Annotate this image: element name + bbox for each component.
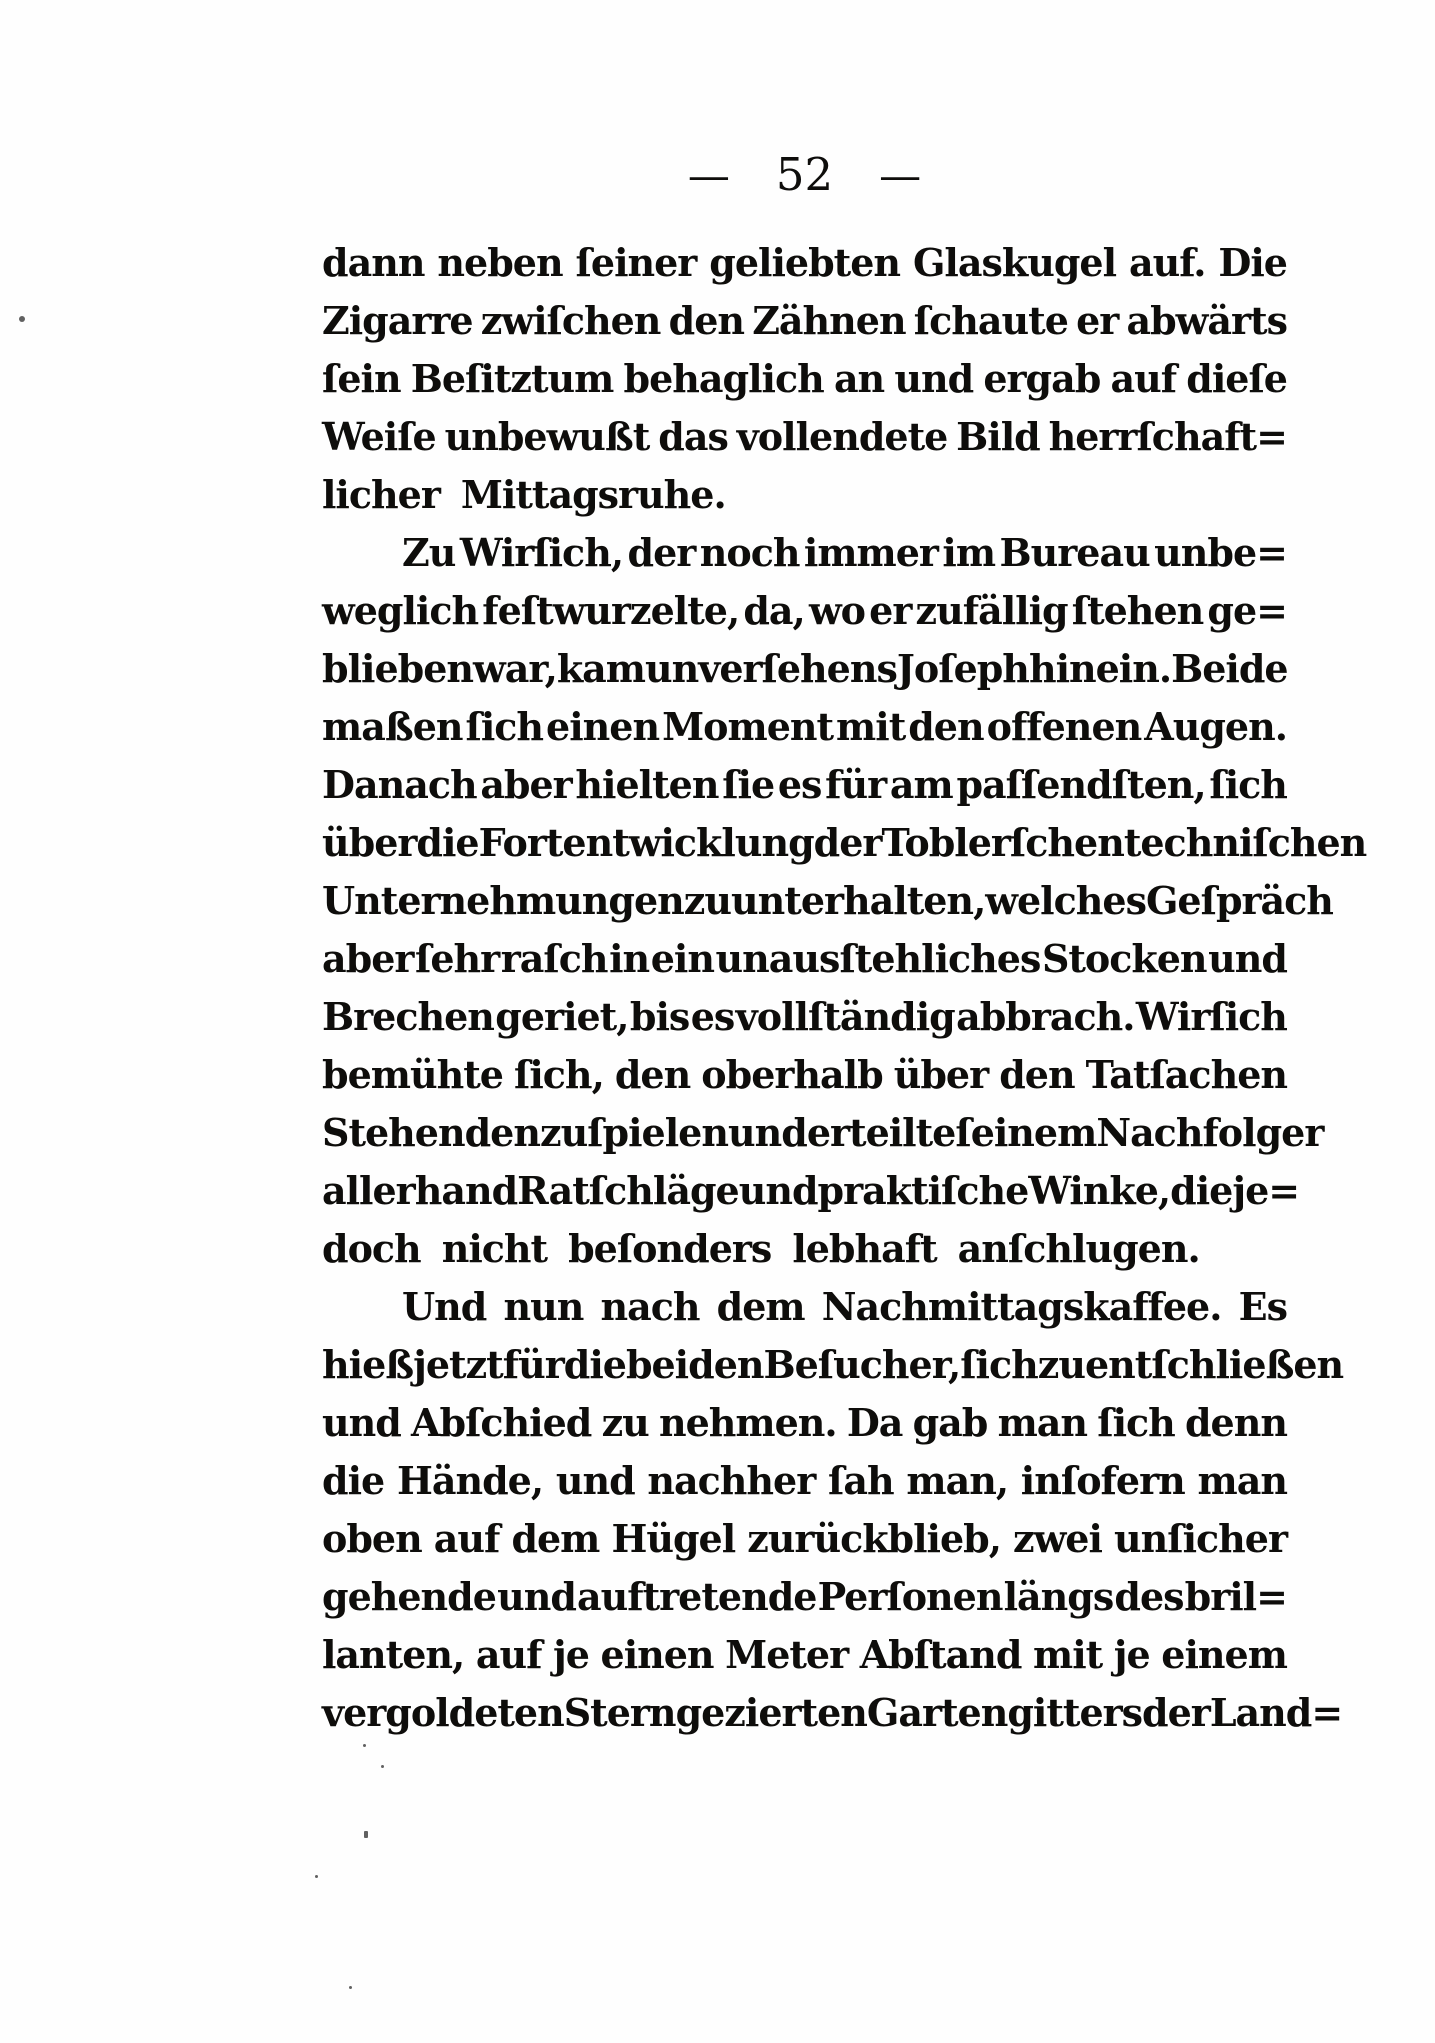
word: Fortentwicklung: [478, 820, 814, 865]
word: man: [1197, 1458, 1287, 1503]
word: mit: [1033, 1632, 1103, 1677]
word: Die: [1218, 240, 1287, 285]
word: auf.: [1128, 240, 1206, 285]
word: Mittagsruhe.: [460, 472, 726, 517]
word: der: [1142, 1690, 1210, 1735]
word: zu: [601, 1400, 649, 1445]
text-line: [322, 1104, 1324, 1162]
word: der: [627, 530, 696, 575]
word: wo: [808, 588, 865, 633]
text-line: [322, 1452, 1287, 1510]
word: Und: [402, 1284, 487, 1329]
word: abbrach.: [956, 994, 1135, 1039]
word: Nachmittagskaffee.: [821, 1284, 1222, 1329]
word: anſchlugen.: [957, 1226, 1200, 1271]
word: Joſeph: [896, 646, 1029, 691]
word: über: [322, 820, 417, 865]
text-line: [322, 1510, 1287, 1568]
word: er: [1076, 298, 1119, 343]
word: und: [727, 1110, 807, 1155]
word: auf: [1110, 356, 1177, 401]
word: am: [889, 762, 953, 807]
word: auftretende: [577, 1574, 817, 1619]
word: ſtehen: [1071, 588, 1204, 633]
word: unterhalten,: [731, 878, 986, 923]
word: ſich,: [514, 1052, 604, 1097]
word: behaglich: [623, 356, 824, 401]
word: es: [777, 762, 822, 807]
text-line: [322, 756, 1287, 814]
word: es: [690, 994, 735, 1039]
word: ſich: [1209, 762, 1287, 807]
word: feſtwurzelte,: [482, 588, 740, 633]
text-line: [322, 234, 1287, 292]
word: nach: [600, 1284, 700, 1329]
word: den: [668, 298, 744, 343]
word: kam: [556, 646, 645, 691]
word: Perſonen: [817, 1574, 1003, 1619]
word: dann: [322, 240, 425, 285]
word: ſpielen: [587, 1110, 728, 1155]
word: ge=: [1207, 588, 1287, 633]
text-line: [322, 1336, 1344, 1394]
scan-speck: [364, 1831, 368, 1838]
header-dash-right: —: [879, 151, 922, 200]
word: für: [825, 762, 887, 807]
word: gehende: [322, 1574, 496, 1619]
word: die: [416, 820, 479, 865]
word: geliebten: [709, 240, 901, 285]
word: mit: [836, 704, 906, 749]
word: man: [997, 1400, 1088, 1445]
word: des: [1114, 1574, 1184, 1619]
word: da,: [743, 588, 805, 633]
word: Geſpräch: [1145, 878, 1333, 923]
word: auf: [433, 1516, 500, 1561]
page-number: 52: [775, 148, 834, 201]
word: entſchließen: [1084, 1342, 1344, 1387]
word: Wirſich: [1135, 994, 1287, 1039]
word: Wirſich,: [459, 530, 624, 575]
word: welches: [985, 878, 1146, 923]
word: die: [1170, 1168, 1233, 1213]
word: Beſucher,: [763, 1342, 961, 1387]
word: Stocken: [1041, 936, 1207, 981]
word: hinein.: [1028, 646, 1172, 691]
word: und: [738, 1168, 818, 1213]
word: ein: [650, 936, 714, 981]
word: über: [893, 1052, 989, 1097]
word: für: [502, 1342, 564, 1387]
word: Land=: [1209, 1690, 1343, 1735]
word: abwärts: [1126, 298, 1287, 343]
word: Ratſchläge: [517, 1168, 739, 1213]
word: ſeiner: [575, 240, 697, 285]
word: einem: [1161, 1632, 1287, 1677]
text-line: [322, 698, 1287, 756]
word: oberhalb: [701, 1052, 883, 1097]
word: unbe=: [1154, 530, 1287, 575]
word: und: [1208, 936, 1287, 981]
word: weglich: [322, 588, 479, 633]
word: gab: [912, 1400, 988, 1445]
text-line: [322, 1046, 1287, 1104]
word: er: [869, 588, 912, 633]
word: dem: [716, 1284, 805, 1329]
word: noch: [699, 530, 800, 575]
word: nicht: [441, 1226, 548, 1271]
word: zwei: [1013, 1516, 1102, 1561]
word: je: [1113, 1632, 1150, 1677]
word: längs: [1003, 1574, 1114, 1619]
word: ſich: [465, 704, 544, 749]
text-line: [322, 582, 1287, 640]
word: Da: [846, 1400, 903, 1445]
word: hieß: [322, 1342, 414, 1387]
word: man,: [906, 1458, 1009, 1503]
word: oben: [322, 1516, 422, 1561]
word: je: [553, 1632, 589, 1677]
word: Gartengitters: [866, 1690, 1143, 1735]
word: herrſchaft=: [1048, 414, 1287, 459]
word: den: [908, 704, 984, 749]
word: erteilte: [806, 1110, 956, 1155]
word: ergab: [983, 356, 1101, 401]
word: denn: [1184, 1400, 1287, 1445]
word: jetzt: [413, 1342, 503, 1387]
word: Zu: [402, 530, 456, 575]
word: Zigarre: [322, 298, 473, 343]
word: einen: [600, 1632, 714, 1677]
word: hielten: [575, 762, 719, 807]
word: Glaskugel: [912, 240, 1117, 285]
text-line: [322, 1394, 1287, 1452]
word: techniſchen: [1123, 820, 1367, 865]
word: bis: [629, 994, 690, 1039]
word: neben: [437, 240, 563, 285]
word: Bild: [956, 414, 1040, 459]
word: einen: [546, 704, 660, 749]
word: vergoldeten: [322, 1690, 564, 1735]
word: Hügel: [611, 1516, 736, 1561]
text-line: [322, 1162, 1300, 1220]
scan-speck: [381, 1765, 384, 1768]
word: Hände,: [396, 1458, 544, 1503]
word: im: [942, 530, 996, 575]
word: maßen: [322, 704, 463, 749]
word: an: [833, 356, 885, 401]
text-line: [322, 814, 1367, 872]
word: und: [497, 1574, 576, 1619]
word: zu: [1037, 1342, 1085, 1387]
word: Beſitztum: [410, 356, 614, 401]
text-line: [322, 292, 1287, 350]
word: und: [555, 1458, 635, 1503]
word: bemühte: [322, 1052, 503, 1097]
word: Winke,: [1028, 1168, 1171, 1213]
word: beſonders: [568, 1226, 772, 1271]
text-line: [322, 1626, 1287, 1684]
word: Augen.: [1144, 704, 1287, 749]
word: aber: [322, 936, 414, 981]
word: ſie: [722, 762, 775, 807]
word: geriet,: [495, 994, 629, 1039]
word: und: [894, 356, 974, 401]
word: vollſtändig: [735, 994, 955, 1039]
running-head: [322, 148, 1287, 201]
word: dieſe: [1186, 356, 1287, 401]
word: auf: [475, 1632, 542, 1677]
word: die: [322, 1458, 385, 1503]
word: aber: [480, 762, 572, 807]
word: nehmen.: [658, 1400, 837, 1445]
word: Bureau: [999, 530, 1150, 575]
scan-speck: [315, 1875, 318, 1878]
word: licher: [322, 472, 440, 517]
text-line: [322, 350, 1287, 408]
word: der: [813, 820, 882, 865]
text-line: [322, 1684, 1343, 1742]
header-dash-left: —: [687, 151, 730, 200]
word: ſchaute: [913, 298, 1068, 343]
word: ſeinem: [955, 1110, 1097, 1155]
word: allerhand: [322, 1168, 518, 1213]
text-line: [322, 524, 1287, 582]
word: ſah: [828, 1458, 894, 1503]
word: vollendete: [736, 414, 948, 459]
word: unausſtehliches: [715, 936, 1041, 981]
word: doch: [322, 1226, 421, 1271]
word: Stehenden: [322, 1110, 540, 1155]
word: nun: [503, 1284, 584, 1329]
word: Beide: [1171, 646, 1288, 691]
word: gezierten: [675, 1690, 867, 1735]
word: lebhaft: [792, 1226, 937, 1271]
word: dem: [511, 1516, 600, 1561]
word: unverſehens: [645, 646, 897, 691]
word: beiden: [625, 1342, 764, 1387]
word: ſich: [960, 1342, 1038, 1387]
scan-speck: [349, 1986, 352, 1989]
word: Meter: [725, 1632, 849, 1677]
word: paſſendſten,: [956, 762, 1206, 807]
word: unbewußt: [444, 414, 650, 459]
word: Unternehmungen: [322, 878, 684, 923]
word: war,: [473, 646, 557, 691]
word: zufällig: [915, 588, 1068, 633]
word: zurückblieb,: [747, 1516, 1001, 1561]
word: bril=: [1184, 1574, 1287, 1619]
word: den: [614, 1052, 691, 1097]
word: in: [609, 936, 650, 981]
word: ſich: [1097, 1400, 1175, 1445]
word: den: [999, 1052, 1075, 1097]
word: raſch: [500, 936, 608, 981]
word: Abſtand: [859, 1632, 1022, 1677]
word: ſehr: [414, 936, 500, 981]
word: zwiſchen: [480, 298, 661, 343]
word: Stern: [563, 1690, 676, 1735]
text-block: [322, 234, 1367, 1742]
word: Es: [1238, 1284, 1287, 1329]
text-line: [322, 1278, 1287, 1336]
word: nachher: [647, 1458, 816, 1503]
word: Weiſe: [322, 414, 436, 459]
text-line: [322, 1568, 1287, 1626]
word: Danach: [322, 762, 477, 807]
word: Nachfolger: [1096, 1110, 1324, 1155]
word: ſein: [322, 356, 401, 401]
word: immer: [803, 530, 938, 575]
word: praktiſche: [817, 1168, 1029, 1213]
word: Abſchied: [411, 1400, 592, 1445]
text-line: [322, 408, 1287, 466]
text-line: [322, 930, 1287, 988]
word: Zähnen: [752, 298, 906, 343]
word: und: [322, 1400, 401, 1445]
word: je=: [1232, 1168, 1300, 1213]
text-line: [322, 1220, 1287, 1278]
word: die: [563, 1342, 626, 1387]
word: zu: [683, 878, 732, 923]
word: das: [658, 414, 728, 459]
scan-speck: [363, 1744, 366, 1747]
word: Moment: [662, 704, 834, 749]
word: Tatſachen: [1085, 1052, 1287, 1097]
text-line: [322, 466, 1287, 524]
word: zu: [539, 1110, 588, 1155]
word: unſicher: [1113, 1516, 1287, 1561]
scan-speck: [19, 316, 25, 322]
word: lanten,: [322, 1632, 465, 1677]
text-line: [322, 872, 1333, 930]
word: blieben: [322, 646, 473, 691]
word: offenen: [986, 704, 1142, 749]
text-line: [322, 640, 1287, 698]
text-line: [322, 988, 1287, 1046]
word: inſofern: [1020, 1458, 1185, 1503]
word: Toblerſchen: [881, 820, 1124, 865]
word: Brechen: [322, 994, 494, 1039]
